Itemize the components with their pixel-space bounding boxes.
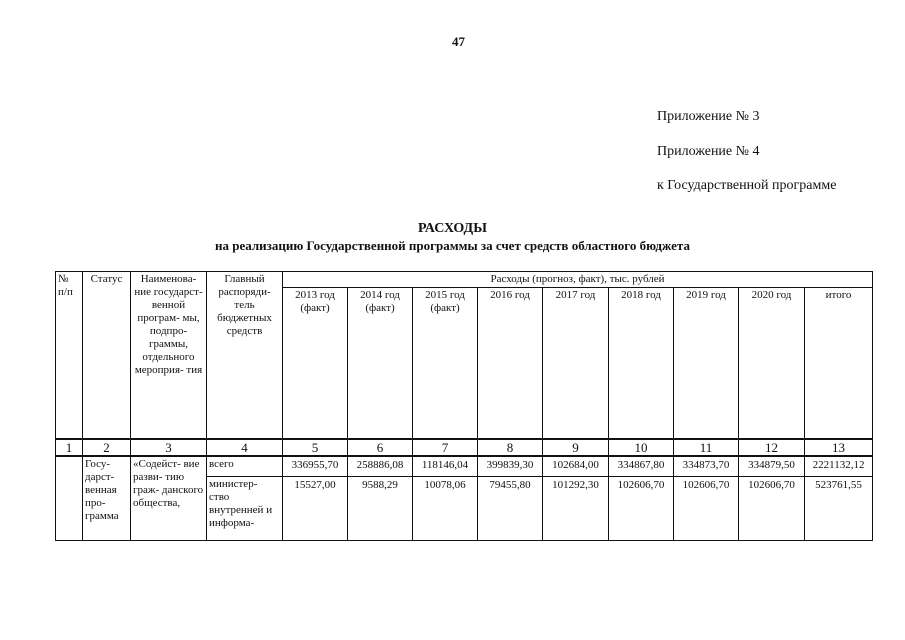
- cell-num: [56, 456, 83, 541]
- column-number: 7: [413, 439, 478, 456]
- document-subtitle: на реализацию Государственной программы за счет средств областного бюджета: [215, 238, 690, 253]
- cell-amount: 102606,70: [674, 477, 739, 541]
- cell-amount: 336955,70: [283, 456, 348, 477]
- cell-amount: 102684,00: [543, 456, 609, 477]
- header-num: № п/п: [56, 272, 83, 440]
- cell-amount: 258886,08: [348, 456, 413, 477]
- header-year: 2019 год: [674, 288, 739, 440]
- header-manager: Главный распоряди- тель бюджетных средств: [207, 272, 283, 440]
- header-year: 2015 год (факт): [413, 288, 478, 440]
- header-year: 2016 год: [478, 288, 543, 440]
- cell-amount: 10078,06: [413, 477, 478, 541]
- cell-amount: 118146,04: [413, 456, 478, 477]
- column-number: 2: [83, 439, 131, 456]
- cell-amount: 9588,29: [348, 477, 413, 541]
- column-number: 1: [56, 439, 83, 456]
- table-row: [56, 456, 873, 477]
- expenses-table: [55, 271, 873, 541]
- cell-amount: 334867,80: [609, 456, 674, 477]
- cell-name: «Содейст- вие разви- тию граж- данского общества,: [131, 456, 207, 541]
- cell-amount-total: 2221132,12: [805, 456, 873, 477]
- cell-amount: 334879,50: [739, 456, 805, 477]
- header-year: 2013 год (факт): [283, 288, 348, 440]
- appendix-line-2: Приложение № 4: [657, 144, 760, 159]
- column-number: 5: [283, 439, 348, 456]
- cell-amount-total: 523761,55: [805, 477, 873, 541]
- cell-amount: 79455,80: [478, 477, 543, 541]
- document-title: РАСХОДЫ: [418, 221, 487, 236]
- cell-amount: 15527,00: [283, 477, 348, 541]
- header-year: 2017 год: [543, 288, 609, 440]
- column-number: 3: [131, 439, 207, 456]
- cell-amount: 399839,30: [478, 456, 543, 477]
- cell-manager: министер- ство внутренней и информа-: [207, 477, 283, 541]
- column-number: 10: [609, 439, 674, 456]
- header-total: итого: [805, 288, 873, 440]
- page-number: 47: [452, 34, 465, 49]
- header-year: 2018 год: [609, 288, 674, 440]
- appendix-line-1: Приложение № 3: [657, 109, 760, 124]
- cell-amount: 334873,70: [674, 456, 739, 477]
- header-year: 2014 год (факт): [348, 288, 413, 440]
- column-number: 4: [207, 439, 283, 456]
- header-expenses: Расходы (прогноз, факт), тыс. рублей: [283, 272, 873, 288]
- header-year: 2020 год: [739, 288, 805, 440]
- column-number: 9: [543, 439, 609, 456]
- appendix-line-3: к Государственной программе: [657, 178, 837, 193]
- table-header-row: [56, 272, 873, 288]
- cell-amount: 102606,70: [609, 477, 674, 541]
- column-number: 12: [739, 439, 805, 456]
- cell-status: Госу- дарст- венная про- грамма: [83, 456, 131, 541]
- header-name: Наименова- ние государст- венной програм- мы, подпро- граммы, отдельного мероприя- тия: [131, 272, 207, 440]
- column-number: 13: [805, 439, 873, 456]
- column-number: 8: [478, 439, 543, 456]
- cell-manager: всего: [207, 456, 283, 477]
- header-status: Статус: [83, 272, 131, 440]
- column-numbers-row: [56, 439, 873, 456]
- column-number: 6: [348, 439, 413, 456]
- cell-amount: 101292,30: [543, 477, 609, 541]
- cell-amount: 102606,70: [739, 477, 805, 541]
- column-number: 11: [674, 439, 739, 456]
